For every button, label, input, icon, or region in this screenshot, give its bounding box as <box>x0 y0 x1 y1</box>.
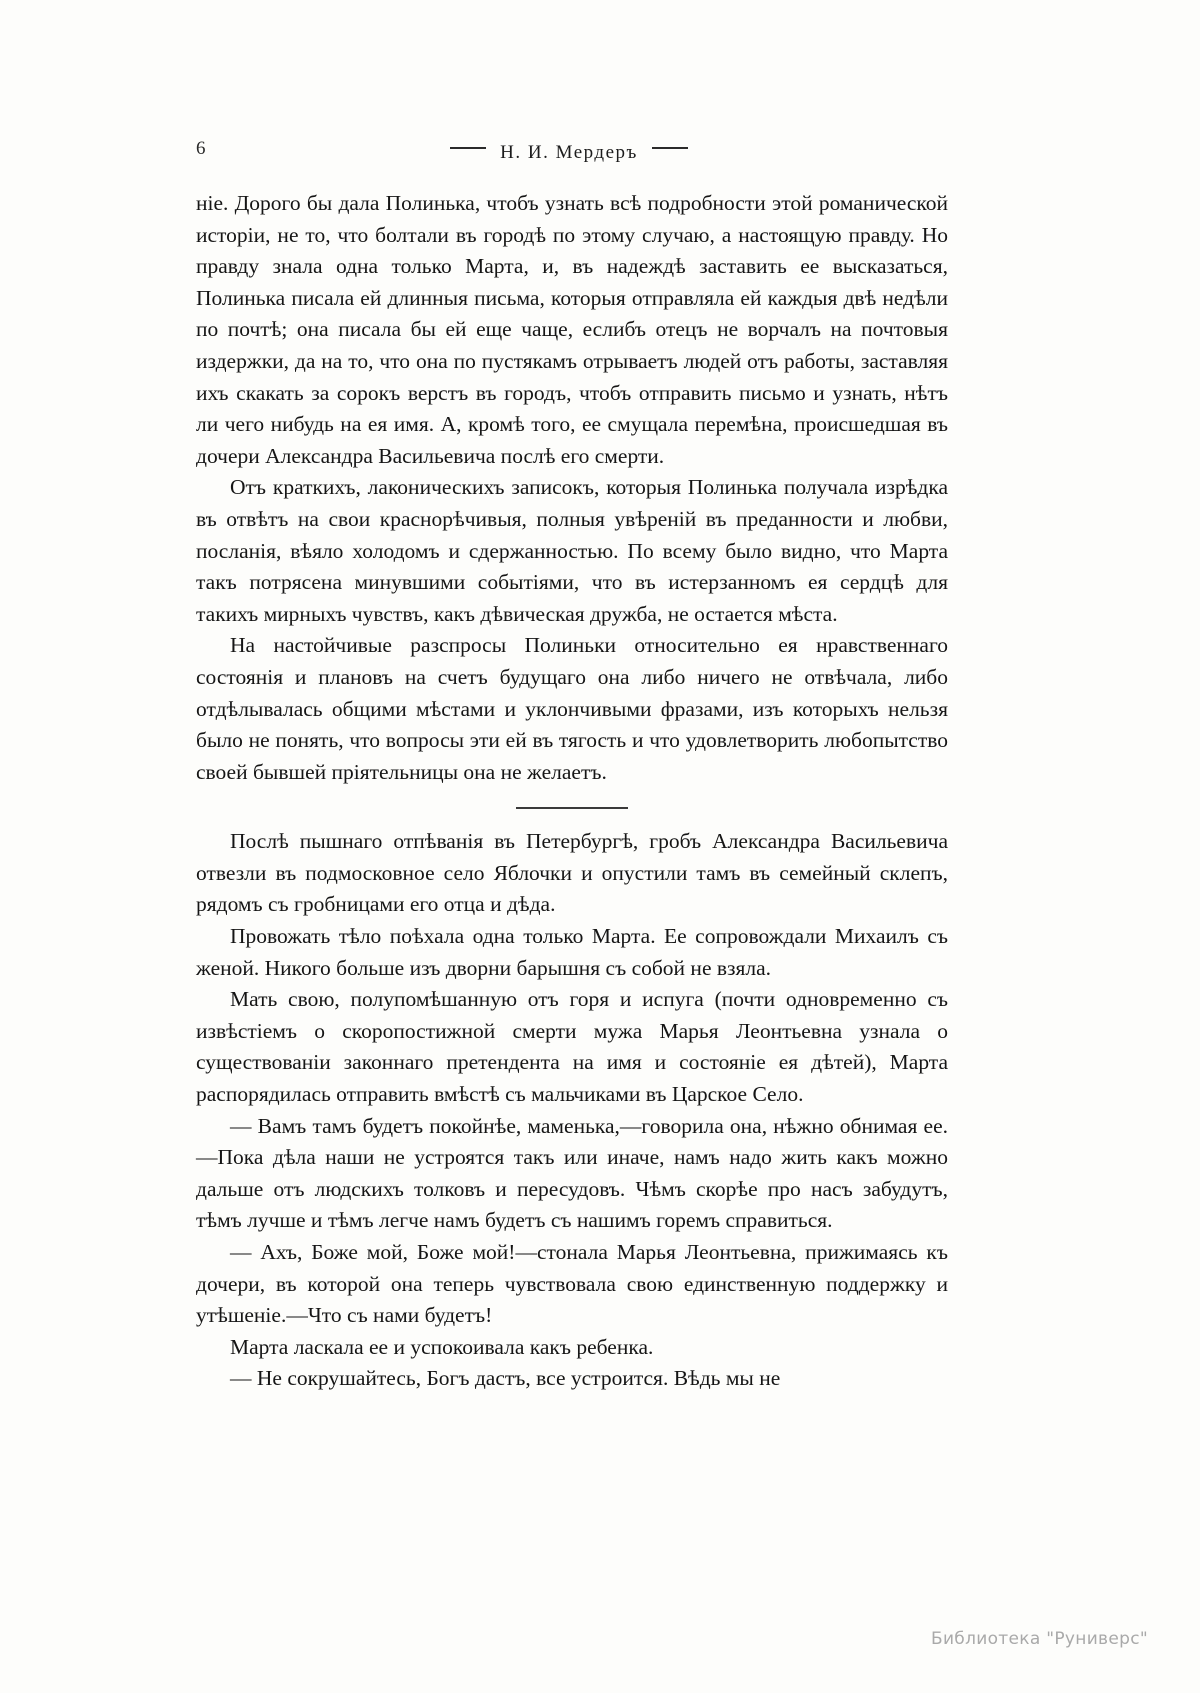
running-head <box>236 142 948 164</box>
paragraph: Послѣ пышнаго отпѣванія въ Петербургѣ, гробъ Александра Васильевича отвезли въ подмосковное село Яблочки и опустили тамъ въ семейный склепъ, рядомъ съ гробницами его отца и дѣда. <box>196 829 948 917</box>
paragraph: Марта ласкала ее и успокоивала какъ ребенка. <box>230 1334 654 1359</box>
rule-right-icon <box>652 147 688 149</box>
rule-left-icon <box>450 147 486 149</box>
paragraph: — Вамъ тамъ будетъ покойнѣе, маменька,—говорила она, нѣжно обнимая ее.—Пока дѣла наши не устроятся такъ или иначе, намъ надо жить какъ можно дальше отъ людскихъ толковъ и пересудовъ. Чѣмъ скорѣе про насъ забудутъ, тѣмъ лучше и тѣмъ легче намъ будетъ съ нашимъ горемъ справиться. <box>196 1113 948 1233</box>
paragraph: ніе. Дорого бы дала Полинька, чтобъ узнать всѣ подробности этой романической исторіи, не то, что болтали въ городѣ по этому случаю, а настоящую правду. Но правду знала одна только Марта, и, въ надеждѣ заставить ее высказаться, Полинька писала ей длинныя письма, которыя отправляла ей каждыя двѣ недѣли по почтѣ; она писала бы ей еще чаще, еслибъ отецъ не ворчалъ на почтовыя издержки, да на то, что она по пустякамъ отрываетъ людей отъ работы, заставляя ихъ скакать за сорокъ верстъ въ городъ, чтобъ отправить письмо и узнать, нѣтъ ли чего нибудь на ея имя. А, кромѣ того, ее смущала перемѣна, происшедшая въ дочери Александра Васильевича послѣ его смерти. <box>196 191 948 468</box>
paragraph: — Ахъ, Боже мой, Боже мой!—стонала Марья Леонтьевна, прижимаясь къ дочери, въ которой она теперь чувствовала свою единственную поддержку и утѣшеніе.—Что съ нами будетъ! <box>196 1240 948 1328</box>
paragraph: Отъ краткихъ, лаконическихъ записокъ, которыя Полинька получала изрѣдка въ отвѣтъ на свои краснорѣчивыя, полныя увѣреній въ преданности и любви, посланія, вѣяло холодомъ и сдержанностью. По всему было видно, что Марта такъ потрясена минувшими событіями, что въ истерзанномъ ея сердцѣ для такихъ мирныхъ чувствъ, какъ дѣвическая дружба, не остается мѣста. <box>196 475 948 626</box>
paragraph: — Не сокрушайтесь, Богъ дастъ, все устроится. Вѣдь мы не <box>230 1366 781 1391</box>
page-header <box>196 138 948 166</box>
running-head-text: Н. И. Мердеръ <box>500 142 638 163</box>
page-content <box>196 138 948 1395</box>
paragraph: Провожать тѣло поѣхала одна только Марта. Ее сопровождали Михаилъ съ женой. Никого больше изъ дворни барышня съ собой не взяла. <box>196 924 948 980</box>
section-divider <box>516 807 628 809</box>
paragraph: На настойчивые разспросы Полиньки относительно ея нравственнаго состоянія и плановъ на счетъ будущаго она либо ничего не отвѣчала, либо отдѣлывалась общими мѣстами и уклончивыми фразами, изъ которыхъ нельзя было не понять, что вопросы эти ей въ тягость и что удовлетворить любопытство своей бывшей пріятельницы она не желаетъ. <box>196 633 948 784</box>
library-watermark: Библиотека "Руниверс" <box>931 1629 1148 1649</box>
page-number: 6 <box>196 138 206 159</box>
paragraph: Мать свою, полупомѣшанную отъ горя и испуга (почти одновременно съ извѣстіемъ о скоропостижной смерти мужа Марья Леонтьевна узнала о существованіи законнаго претендента на имя и состояніе ея дѣтей), Марта распорядилась отправить вмѣстѣ съ мальчиками въ Царское Село. <box>196 987 948 1107</box>
